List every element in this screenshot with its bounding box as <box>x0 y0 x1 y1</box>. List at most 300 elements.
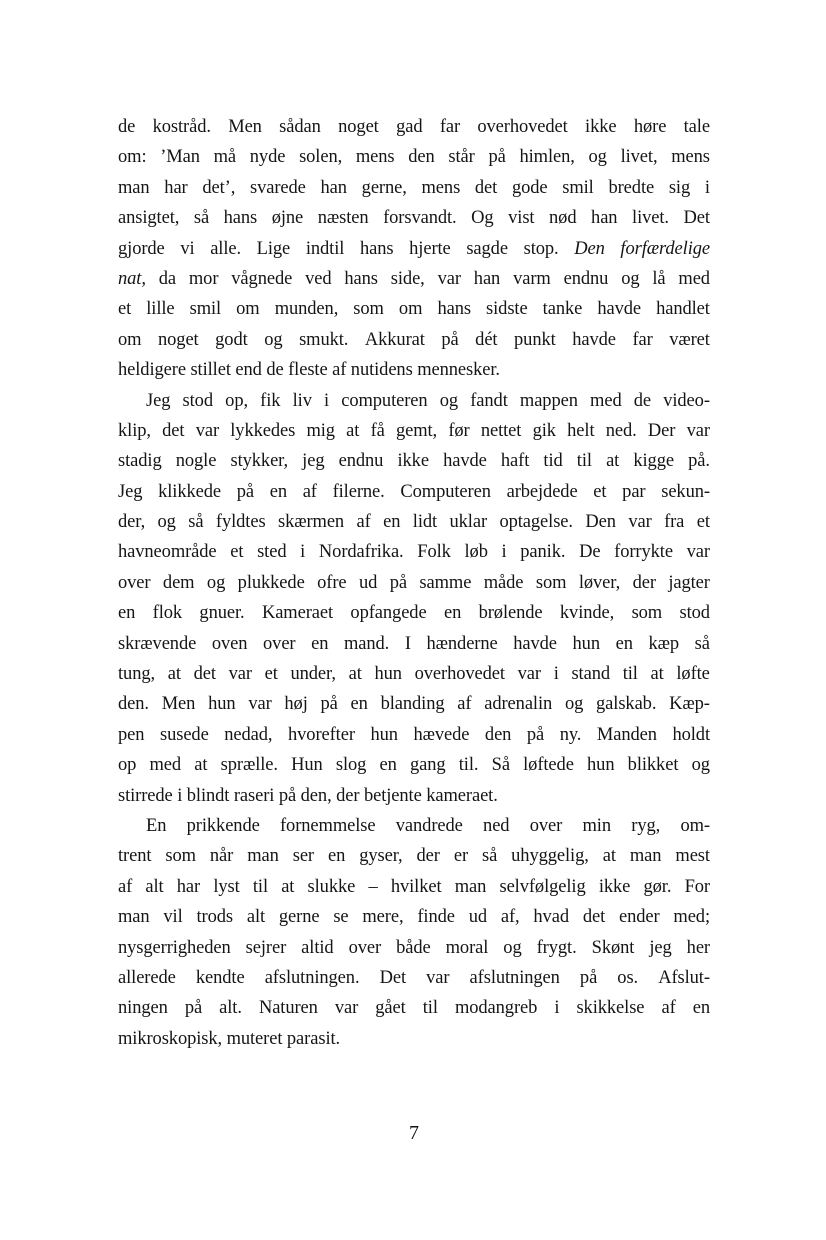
text-line <box>118 1024 710 1054</box>
word: ikke <box>397 451 429 472</box>
word: klikkede <box>158 481 221 502</box>
word: som <box>165 846 196 867</box>
word: til <box>252 876 268 897</box>
word: blanding <box>380 694 445 715</box>
word: så <box>188 512 204 533</box>
word: Skønt <box>591 937 635 958</box>
word: allerede <box>118 967 176 988</box>
word: Jeg <box>118 481 143 502</box>
paragraph <box>118 112 710 386</box>
word: skikkelse <box>576 998 645 1019</box>
word: endnu <box>338 451 384 472</box>
word: far <box>632 329 653 350</box>
word: sådan <box>279 117 321 137</box>
word: Folk <box>417 542 451 563</box>
word: ansigtet, <box>118 208 180 229</box>
word: været <box>669 329 710 350</box>
text-run: stirrede i blindt raseri på den, der betjente kameraet. <box>118 785 498 806</box>
word: hun <box>572 633 600 654</box>
word: jeg <box>649 937 672 958</box>
word: afslutningen. <box>264 967 360 988</box>
word: en <box>443 603 462 624</box>
word: løver, <box>578 572 621 593</box>
word: hvilket <box>390 876 442 897</box>
word: hans <box>359 238 394 259</box>
text-line <box>118 933 710 963</box>
word: holdt <box>672 724 710 745</box>
word: fik <box>260 390 281 411</box>
word: gjorde <box>118 238 165 259</box>
word: solen, <box>299 147 343 168</box>
word: gået <box>375 998 406 1019</box>
word: som <box>353 299 384 320</box>
word: ud <box>468 907 488 928</box>
word: Nordafrika. <box>318 542 404 563</box>
word: vi <box>180 238 195 259</box>
word: havde <box>513 633 557 654</box>
word: oven <box>211 633 248 654</box>
word: hun <box>370 724 398 745</box>
word: over <box>348 937 382 958</box>
word: arbejdede <box>506 481 578 502</box>
word: forrykte <box>614 542 673 563</box>
word: og <box>588 147 607 168</box>
word: havde <box>572 329 616 350</box>
word: fyldtes <box>215 512 266 533</box>
word: frygt. <box>536 937 577 958</box>
word: hun <box>374 664 402 685</box>
text-line <box>118 841 710 871</box>
word: og <box>621 268 640 289</box>
word: at <box>346 420 360 441</box>
word: ryg, <box>631 815 661 836</box>
word: til. <box>458 755 479 776</box>
text-line <box>118 689 710 719</box>
word: gemt, <box>395 420 438 441</box>
word: så <box>694 633 710 654</box>
word: til <box>576 451 592 472</box>
word: af <box>118 876 133 897</box>
word: skrævende <box>118 633 197 654</box>
text-line <box>118 598 710 628</box>
word: kigge <box>633 451 674 472</box>
word: moral <box>445 937 489 958</box>
word: ser <box>292 846 314 867</box>
word: at <box>167 664 181 685</box>
word: en <box>350 694 368 715</box>
text-line <box>118 477 710 507</box>
word: alle. <box>210 238 242 259</box>
word: da <box>158 268 177 289</box>
word: den <box>408 147 435 168</box>
word: er <box>453 846 468 867</box>
word: høj <box>284 694 308 715</box>
word: og <box>503 937 522 958</box>
word: nysgerrigheden <box>118 937 231 958</box>
word: og <box>264 329 283 350</box>
word: til <box>422 998 438 1019</box>
word: man <box>629 846 662 867</box>
word: løfte <box>676 664 710 685</box>
word: mens <box>671 147 710 168</box>
word: stykker, <box>230 451 289 472</box>
word: det <box>582 907 606 928</box>
word: at <box>194 755 208 776</box>
word: ikke <box>598 876 631 897</box>
word: det’, <box>202 177 236 198</box>
word: som <box>631 603 663 624</box>
word: på <box>441 329 459 350</box>
text-line <box>118 386 710 416</box>
word: af <box>302 481 317 502</box>
word: gerne, <box>361 177 407 198</box>
paragraph <box>118 811 710 1054</box>
word: afslutningen <box>469 967 560 988</box>
word: Og <box>471 208 494 229</box>
word: smukt. <box>299 329 349 350</box>
word: om <box>398 299 423 320</box>
word: på <box>184 998 203 1019</box>
word: Den <box>585 512 616 533</box>
word: har <box>164 177 188 198</box>
word: man <box>454 876 487 897</box>
word: nogle <box>175 451 217 472</box>
italic-word: forfærdelige <box>620 238 710 259</box>
word: modangreb <box>454 998 538 1019</box>
word: selvfølgelig <box>499 876 586 897</box>
word: var <box>628 512 652 533</box>
text-line <box>118 629 710 659</box>
word: alt. <box>219 998 242 1019</box>
word: hvorefter <box>288 724 355 745</box>
word: var <box>228 664 252 685</box>
word: I <box>404 633 411 654</box>
word: der, <box>118 512 146 533</box>
word: stod <box>182 390 213 411</box>
word: alt <box>246 907 266 928</box>
word: det <box>162 420 185 441</box>
word: ny. <box>559 724 582 745</box>
word: trods <box>196 907 233 928</box>
word: en <box>269 481 287 502</box>
word: var <box>517 664 541 685</box>
word: Lige <box>256 238 291 259</box>
word: Så <box>491 755 510 776</box>
text-run: heldigere stillet end de fleste af nutidens mennesker. <box>118 360 500 381</box>
word: ningen <box>118 998 168 1019</box>
word: stand <box>571 664 610 685</box>
word: varm <box>513 268 551 289</box>
word: godt <box>215 329 248 350</box>
word: om: <box>118 147 147 168</box>
word: var <box>437 268 461 289</box>
word: ned <box>483 815 510 836</box>
word: mest <box>675 846 710 867</box>
word: nedad, <box>224 724 273 745</box>
word: den <box>484 724 512 745</box>
word: filerne. <box>332 481 385 502</box>
word: galskab. <box>596 694 657 715</box>
word: De <box>579 542 601 563</box>
word: hans <box>437 299 471 320</box>
text-line <box>118 963 710 993</box>
word: side, <box>390 268 425 289</box>
word: et <box>118 299 132 320</box>
word: man <box>247 846 279 867</box>
word: sig <box>668 177 691 198</box>
word: det <box>193 664 216 685</box>
word: far <box>439 117 461 137</box>
text-line <box>118 993 710 1023</box>
word: nød <box>549 208 577 229</box>
word: en <box>383 512 401 533</box>
word: overhovedet <box>477 117 568 137</box>
word: over <box>118 572 151 593</box>
word: noget <box>338 117 379 137</box>
word: flok <box>152 603 183 624</box>
word: trent <box>118 846 152 867</box>
word: plukkede <box>237 572 305 593</box>
word: hans <box>223 208 258 229</box>
word: dem <box>162 572 195 593</box>
word: video- <box>663 390 710 411</box>
word: før <box>448 420 470 441</box>
word: på <box>320 694 338 715</box>
word: Akkurat <box>364 329 425 350</box>
word: over <box>263 633 296 654</box>
text-line <box>118 416 710 446</box>
word: i <box>324 390 330 411</box>
text-line <box>118 294 710 324</box>
word: par <box>622 481 646 502</box>
text-line <box>118 142 710 172</box>
word: liv <box>292 390 312 411</box>
word: man <box>118 907 150 928</box>
word: når <box>209 846 234 867</box>
word: gode <box>511 177 548 198</box>
word: lå <box>652 268 666 289</box>
word: stop. <box>523 238 559 259</box>
page-text <box>118 112 710 1054</box>
word: helt <box>567 420 595 441</box>
word: lidt <box>412 512 438 533</box>
text-line <box>118 720 710 750</box>
word: her <box>686 937 710 958</box>
word: var <box>686 542 710 563</box>
word: på <box>236 481 254 502</box>
word: en <box>615 633 633 654</box>
word: sejrer <box>245 937 287 958</box>
word: der <box>416 846 440 867</box>
word: med <box>590 390 622 411</box>
word: Det <box>683 208 710 229</box>
word: panik. <box>520 542 566 563</box>
word: man <box>118 177 150 198</box>
word: jeg <box>302 451 325 472</box>
word: over <box>529 815 563 836</box>
word: han <box>473 268 501 289</box>
word: løftede <box>523 755 574 776</box>
word: havde <box>597 299 641 320</box>
word: punkt <box>514 329 556 350</box>
word: mappen <box>519 390 578 411</box>
word: overhovedet <box>414 664 505 685</box>
word: Computeren <box>400 481 491 502</box>
word: mig <box>306 420 335 441</box>
word: tung, <box>118 664 156 685</box>
word: mand. <box>343 633 390 654</box>
word: tanke <box>542 299 583 320</box>
word: fandt <box>470 390 508 411</box>
word: høre <box>633 117 667 137</box>
word: gyser, <box>359 846 403 867</box>
word: var <box>248 694 272 715</box>
text-line <box>118 902 710 932</box>
word: En <box>146 815 167 836</box>
word: i <box>300 542 306 563</box>
word: står <box>448 147 475 168</box>
word: smil <box>189 299 222 320</box>
word: smil <box>562 177 594 198</box>
word: at <box>602 846 616 867</box>
word: gerne <box>278 907 320 928</box>
word: stadig <box>118 451 162 472</box>
italic-word: Den <box>574 238 605 259</box>
word: se <box>333 907 349 928</box>
word: forsvandt. <box>383 208 457 229</box>
word: livet. <box>632 208 669 229</box>
word: hun <box>587 755 615 776</box>
word: Kameraet <box>261 603 334 624</box>
text-line <box>118 872 710 902</box>
word: op, <box>225 390 248 411</box>
word: hans <box>344 268 378 289</box>
word: i <box>704 177 710 198</box>
word: lyst <box>213 876 240 897</box>
word: stod <box>679 603 710 624</box>
word: pen <box>118 724 145 745</box>
word: var <box>426 967 450 988</box>
word: ofre <box>317 572 347 593</box>
word: altid <box>301 937 334 958</box>
text-line <box>118 537 710 567</box>
text-line <box>118 750 710 780</box>
word: kostråd. <box>152 117 211 137</box>
word: det <box>474 177 498 198</box>
text-line <box>118 811 710 841</box>
word: haft <box>500 451 530 472</box>
word: ved <box>305 268 332 289</box>
word: alt <box>145 876 164 897</box>
word: nettet <box>480 420 522 441</box>
word: vågnede <box>231 268 293 289</box>
word: blikket <box>627 755 679 776</box>
word: på <box>526 724 545 745</box>
word: uklar <box>449 512 488 533</box>
word: noget <box>158 329 199 350</box>
word: løb <box>464 542 488 563</box>
word: havneområde <box>118 542 217 563</box>
word: prikkende <box>186 815 260 836</box>
page-footer <box>118 1118 710 1148</box>
word: kæp <box>648 633 680 654</box>
text-run: mikroskopisk, muteret parasit. <box>118 1028 341 1049</box>
word: Afslut- <box>658 967 710 988</box>
word: slog <box>335 755 367 776</box>
word: jagter <box>668 572 710 593</box>
word: Hun <box>291 755 323 776</box>
word: op <box>118 755 137 776</box>
word: hævede <box>413 724 470 745</box>
word: og <box>439 390 459 411</box>
word: gik <box>532 420 556 441</box>
word: finde <box>417 907 455 928</box>
word: uhyggelig, <box>511 846 589 867</box>
word: vist <box>508 208 535 229</box>
word: var <box>334 998 359 1019</box>
word: et <box>593 481 607 502</box>
word: og <box>206 572 226 593</box>
word: om- <box>680 815 710 836</box>
paragraph <box>118 386 710 811</box>
word: et <box>264 664 278 685</box>
word: har <box>176 876 201 897</box>
word: hænderne <box>426 633 498 654</box>
text-line <box>118 659 710 689</box>
word: Der <box>647 420 676 441</box>
word: havde <box>443 451 487 472</box>
text-line <box>118 507 710 537</box>
word: der <box>632 572 656 593</box>
word: om <box>236 299 260 320</box>
word: sekun- <box>661 481 710 502</box>
word: Det <box>379 967 406 988</box>
word: ud <box>358 572 378 593</box>
word: både <box>396 937 431 958</box>
word: indtil <box>305 238 345 259</box>
word: så <box>193 208 210 229</box>
word: ned. <box>605 420 637 441</box>
word: og <box>564 694 584 715</box>
word: mens <box>421 177 461 198</box>
word: af <box>457 694 472 715</box>
word: til <box>622 664 638 685</box>
word: på. <box>688 451 710 472</box>
word: og <box>691 755 710 776</box>
word: dét <box>475 329 498 350</box>
word: at <box>650 664 664 685</box>
word: fornemmelse <box>280 815 376 836</box>
word: os. <box>617 967 639 988</box>
word: som <box>535 572 567 593</box>
word: ikke <box>585 117 617 137</box>
word: mor <box>188 268 219 289</box>
word: et <box>696 512 710 533</box>
word: ender <box>618 907 660 928</box>
word: gang <box>410 755 446 776</box>
word: munden, <box>274 299 339 320</box>
word: i <box>501 542 507 563</box>
word: Naturen <box>258 998 318 1019</box>
word: optagelse. <box>499 512 573 533</box>
word: at <box>348 664 362 685</box>
text-line <box>118 355 710 385</box>
word: i <box>554 998 560 1019</box>
word: i <box>553 664 559 685</box>
text-line <box>118 234 710 264</box>
word: hun <box>208 694 236 715</box>
word: lille <box>146 299 175 320</box>
